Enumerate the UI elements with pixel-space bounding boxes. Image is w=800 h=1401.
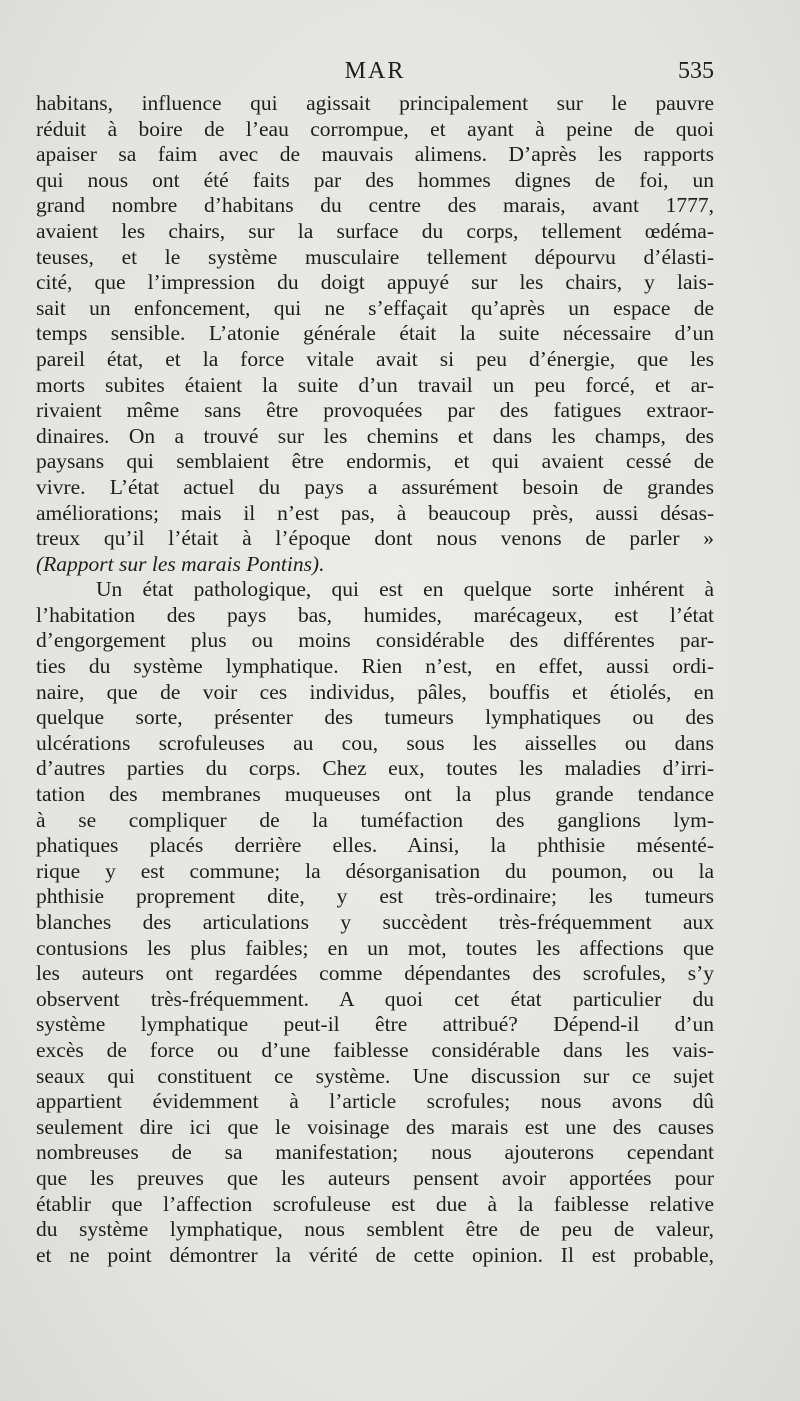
text-line: paysans qui semblaient être endormis, et qui avaient cessé de xyxy=(36,449,714,474)
text-line: qui nous ont été faits par des hommes dignes de foi, un xyxy=(36,167,714,192)
text-line: morts subites étaient la suite d’un travail un peu forcé, et ar- xyxy=(36,372,714,397)
text-line: phthisie proprement dite, y est très-ordinaire; les tumeurs xyxy=(36,884,714,909)
text-line: dinaires. On a trouvé sur les chemins et dans les champs, des xyxy=(36,423,714,448)
text-line: naire, que de voir ces individus, pâles, bouffis et étiolés, en xyxy=(36,679,714,704)
text-line: observent très-fréquemment. A quoi cet état particulier du xyxy=(36,986,714,1011)
text-line: seulement dire ici que le voisinage des marais est une des causes xyxy=(36,1114,714,1139)
text-line: contusions les plus faibles; en un mot, toutes les affections que xyxy=(36,935,714,960)
text-line: établir que l’affection scrofuleuse est due à la faiblesse relative xyxy=(36,1191,714,1216)
text-line: Un état pathologique, qui est en quelque sorte inhérent à xyxy=(96,577,714,602)
text-line: habitans, influence qui agissait principalement sur le pauvre xyxy=(36,91,714,115)
text-line: excès de force ou d’une faiblesse considérable dans les vais- xyxy=(36,1037,714,1062)
text-line: améliorations; mais il n’est pas, à beaucoup près, aussi désas- xyxy=(36,500,714,525)
text-line: rique y est commune; la désorganisation du poumon, ou la xyxy=(36,858,714,883)
text-line: ties du système lymphatique. Rien n’est, en effet, aussi ordi- xyxy=(36,654,714,679)
text-line: seaux qui constituent ce système. Une discussion sur ce sujet xyxy=(36,1063,714,1088)
text-line: grand nombre d’habitans du centre des marais, avant 1777, xyxy=(36,193,714,218)
text-line: blanches des articulations y succèdent très-fréquemment aux xyxy=(36,910,714,934)
text-line: ulcérations scrofuleuses au cou, sous les aisselles ou dans xyxy=(36,730,714,755)
running-head: MAR xyxy=(344,58,406,84)
text-line: cité, que l’impression du doigt appuyé sur les chairs, y lais- xyxy=(36,270,714,295)
text-line: sait un enfoncement, qui ne s’effaçait qu’après un espace de xyxy=(36,295,714,320)
text-line: d’engorgement plus ou moins considérable des différentes par- xyxy=(36,628,714,653)
text-line: nombreuses de sa manifestation; nous ajouterons cependant xyxy=(36,1140,714,1165)
text-line: teuses, et le système musculaire tellement dépourvu d’élasti- xyxy=(36,244,714,269)
text-line: à se compliquer de la tuméfaction des ganglions lym- xyxy=(36,807,714,832)
text-line: apaiser sa faim avec de mauvais alimens. D’après les rapports xyxy=(36,142,714,167)
text-line: phatiques placés derrière elles. Ainsi, la phthisie mésenté- xyxy=(36,833,714,858)
text-line: (Rapport sur les marais Pontins). xyxy=(36,551,325,576)
text-line: treux qu’il l’était à l’époque dont nous venons de parler » xyxy=(36,526,714,551)
text-line: rivaient même sans être provoquées par des fatigues extraor- xyxy=(36,398,714,423)
text-line: tation des membranes muqueuses ont la plus grande tendance xyxy=(36,782,714,807)
text-line: que les preuves que les auteurs pensent avoir apportées pour xyxy=(36,1165,714,1190)
text-line: avaient les chairs, sur la surface du corps, tellement œdéma- xyxy=(36,218,714,243)
text-line: du système lymphatique, nous semblent être de peu de valeur, xyxy=(36,1217,714,1242)
page-number: 535 xyxy=(678,58,714,84)
text-line: vivre. L’état actuel du pays a assurément besoin de grandes xyxy=(36,474,714,499)
body-text xyxy=(36,91,714,1268)
text-line: réduit à boire de l’eau corrompue, et ayant à peine de quoi xyxy=(36,116,714,141)
text-line: d’autres parties du corps. Chez eux, toutes les maladies d’irri- xyxy=(36,756,714,781)
text-line: l’habitation des pays bas, humides, marécageux, est l’état xyxy=(36,602,714,627)
text-line: pareil état, et la force vitale avait si peu d’énergie, que les xyxy=(36,346,714,371)
text-line: temps sensible. L’atonie générale était la suite nécessaire d’un xyxy=(36,321,714,346)
page-header xyxy=(36,58,714,94)
text-line: quelque sorte, présenter des tumeurs lymphatiques ou des xyxy=(36,705,714,730)
text-line: et ne point démontrer la vérité de cette opinion. Il est probable, xyxy=(36,1242,714,1267)
text-line: appartient évidemment à l’article scrofules; nous avons dû xyxy=(36,1089,714,1114)
text-line: système lymphatique peut-il être attribué? Dépend-il d’un xyxy=(36,1012,714,1037)
text-line: les auteurs ont regardées comme dépendantes des scrofules, s’y xyxy=(36,961,714,986)
